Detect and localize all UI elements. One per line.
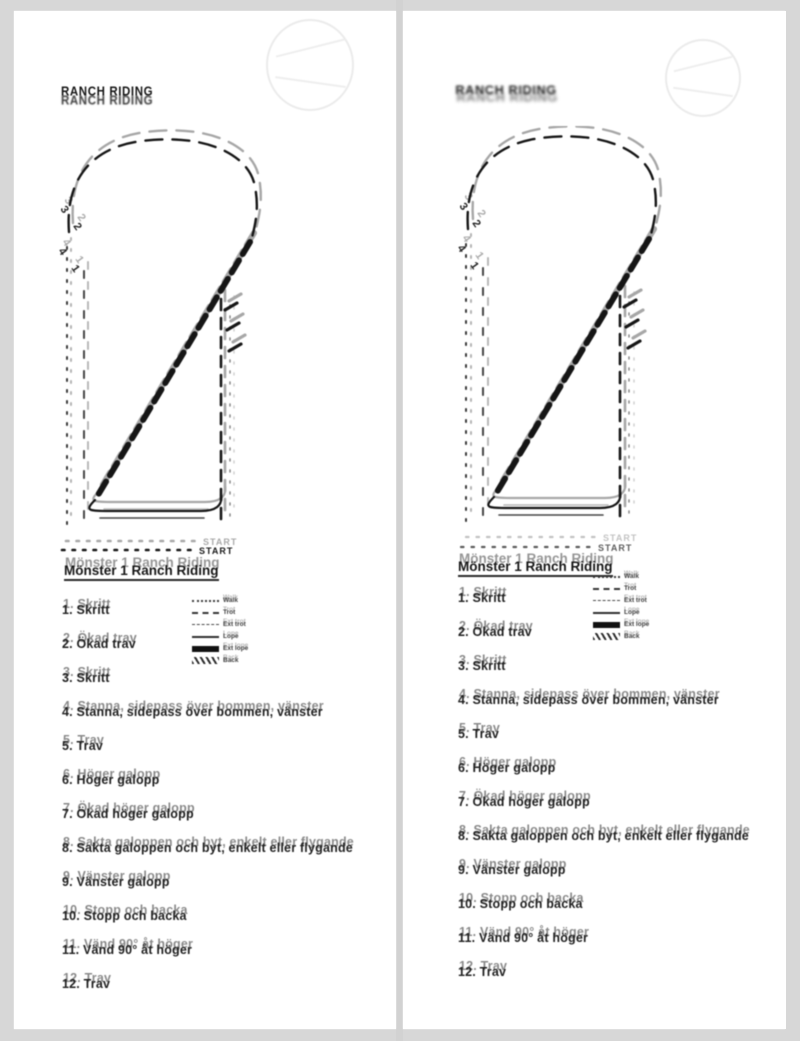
scan-frame-right xyxy=(786,0,800,1041)
maneuver-item: 10. Stopp och backa xyxy=(62,909,187,923)
maneuver-item: 1. Skritt xyxy=(458,591,506,605)
maneuver-item: 3. Skritt xyxy=(62,671,110,685)
start-label: START xyxy=(199,546,234,556)
maneuver-item: 4. Stanna, sidepass över bommen, vänster xyxy=(458,693,719,707)
maneuver-list xyxy=(458,589,778,997)
arena-top-loop-path xyxy=(468,136,656,238)
maneuver-item: 5. Trav xyxy=(458,727,500,741)
maneuver-item: 6. Höger galopp xyxy=(62,773,160,787)
legend-row-trot: Trot xyxy=(593,585,705,592)
page-right xyxy=(403,11,785,1029)
maneuver-item: 1. Skritt xyxy=(62,603,110,617)
svg-text:2: 2 xyxy=(469,217,483,230)
maneuver-item: 9. Vänster galopp xyxy=(62,875,170,889)
pattern-diagram xyxy=(54,129,356,571)
legend-row-lope: Lope xyxy=(593,609,705,616)
svg-text:1: 1 xyxy=(68,262,82,275)
maneuver-item: 11. Vänd 90° åt höger xyxy=(458,931,589,945)
legend-row-back: Back xyxy=(192,657,304,664)
maneuver-list xyxy=(62,601,382,1009)
svg-text:3: 3 xyxy=(456,200,470,213)
page-left xyxy=(14,11,396,1029)
legend-row-ext-trot: Ext trot xyxy=(593,597,705,604)
logs-icon xyxy=(624,300,640,348)
legend-row-lope: Lope xyxy=(192,633,304,640)
legend-row-back: Back xyxy=(593,633,705,640)
ranch-riding-title: RANCH RIDING xyxy=(455,84,557,98)
maneuver-item: 4. Stanna, sidepass över bommen, vänster xyxy=(62,705,323,719)
maneuver-item: 12. Trav xyxy=(458,965,507,979)
legend-row-ext-lope: Ext lope xyxy=(593,621,705,628)
svg-text:4: 4 xyxy=(55,245,69,258)
maneuver-item: 8. Sakta galoppen och byt, enkelt eller flygande xyxy=(62,841,353,855)
maneuver-item: 8. Sakta galoppen och byt, enkelt eller flygande xyxy=(458,829,749,843)
ranch-riding-title: RANCH RIDING xyxy=(61,85,154,99)
maneuver-item: 5. Trav xyxy=(62,739,104,753)
maneuver-item: 7. Ökad höger galopp xyxy=(62,807,194,821)
maneuver-item: 7. Ökad höger galopp xyxy=(458,795,590,809)
scan-frame-left xyxy=(0,0,14,1041)
arena-top-loop-path xyxy=(69,139,257,241)
page-divider xyxy=(396,0,403,1041)
svg-text:3: 3 xyxy=(57,203,71,216)
walk-line-icon xyxy=(593,576,620,578)
legend-row-walk: Walk xyxy=(593,573,705,580)
svg-text:1: 1 xyxy=(467,259,481,272)
stamp-watermark-icon xyxy=(266,19,354,111)
legend-row-walk: Walk xyxy=(192,597,304,604)
legend-row-trot: Trot xyxy=(192,609,304,616)
maneuver-item: 10. Stopp och backa xyxy=(458,897,583,911)
svg-text:2: 2 xyxy=(70,220,84,233)
maneuver-item: 3. Skritt xyxy=(458,659,506,673)
pattern-diagram xyxy=(453,126,755,568)
logs-icon xyxy=(225,303,241,351)
legend-row-ext-trot: Ext trot xyxy=(192,621,304,628)
svg-text:4: 4 xyxy=(454,242,468,255)
stamp-watermark-icon xyxy=(665,39,741,117)
pattern-heading: Mönster 1 Ranch Riding xyxy=(458,559,613,577)
maneuver-item: 11. Vänd 90° åt höger xyxy=(62,943,193,957)
start-label: START xyxy=(598,543,633,553)
pattern-heading: Mönster 1 Ranch Riding xyxy=(64,563,219,581)
maneuver-item: 2. Ökad trav xyxy=(458,625,532,639)
maneuver-item: 9. Vänster galopp xyxy=(458,863,566,877)
legend-row-ext-lope: Ext lope xyxy=(192,645,304,652)
maneuver-item: 2. Ökad trav xyxy=(62,637,136,651)
maneuver-item: 12. Trav xyxy=(62,977,111,991)
maneuver-item: 6. Höger galopp xyxy=(458,761,556,775)
